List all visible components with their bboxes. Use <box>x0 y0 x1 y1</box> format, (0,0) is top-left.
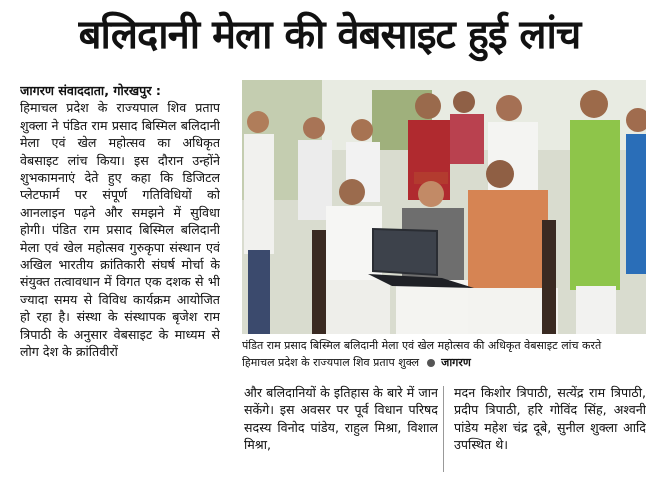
caption-line-1: पंडित राम प्रसाद बिस्मिल बलिदानी मेला एवं खेल महोत्सव की अधिकृत वेबसाइट लांच करते <box>242 339 602 352</box>
dateline: जागरण संवाददाता, गोरखपुर : <box>20 83 161 98</box>
jagran-dot-icon <box>427 359 435 367</box>
article-body-left: हिमाचल प्रदेश के राज्यपाल शिव प्रताप शुक्ला ने पंडित राम प्रसाद बिस्मिल बलिदानी मेला एवं खेल महोत्सव का अधिकृत वेबसाइट लांच किया। इस दौरान उन्होंने शुभकामनाएं देते हुए कहा कि डिजिटल प्लेटफार्म पर संपूर्ण गतिविधियों को आनलाइन पढ़ने और समझने में सुविधा होगी। पंडित राम प्रसाद बिस्मिल बलिदानी मेला एवं खेल महोत्सव गुरुकृपा संस्थान एवं अखिल भारतीय क्रांतिकारी संघर्ष मोर्चा के संयुक्त तत्वावधान में विगत एक दशक से भी ज्यादा समय से विविध कार्यक्रम आयोजित हो रहा है। संस्था के संस्थापक बृजेश राम त्रिपाठी के अनुसार वेबसाइट के माध्यम से लोग देश के क्रांतिवीरों <box>20 100 220 360</box>
headline: बलिदानी मेला की वेबसाइट हुई लांच <box>78 12 581 58</box>
photo-credit: जागरण <box>441 356 471 369</box>
article-column-middle: और बलिदानियों के इतिहास के बारे में जान सकेंगे। इस अवसर पर पूर्व विधान परिषद सदस्य विनोद पांडेय, राहुल मिश्रा, विशाल मिश्रा, <box>244 385 438 453</box>
news-photo <box>242 80 646 334</box>
person-back-1 <box>244 111 274 334</box>
article-column-right: मदन किशोर त्रिपाठी, सत्येंद्र राम त्रिपाठी, प्रदीप त्रिपाठी, हरि गोविंद सिंह, अश्वनी पांडेय महेश चंद्र दूबे, सुनील शुक्ला आदि उपस्थित थे। <box>454 385 646 453</box>
caption-line-2: हिमाचल प्रदेश के राज्यपाल शिव प्रताप शुक्ल <box>242 356 420 369</box>
column-divider <box>443 386 444 472</box>
article-column-left <box>20 82 220 477</box>
photo-caption <box>242 337 646 375</box>
person-back-7 <box>570 90 620 334</box>
